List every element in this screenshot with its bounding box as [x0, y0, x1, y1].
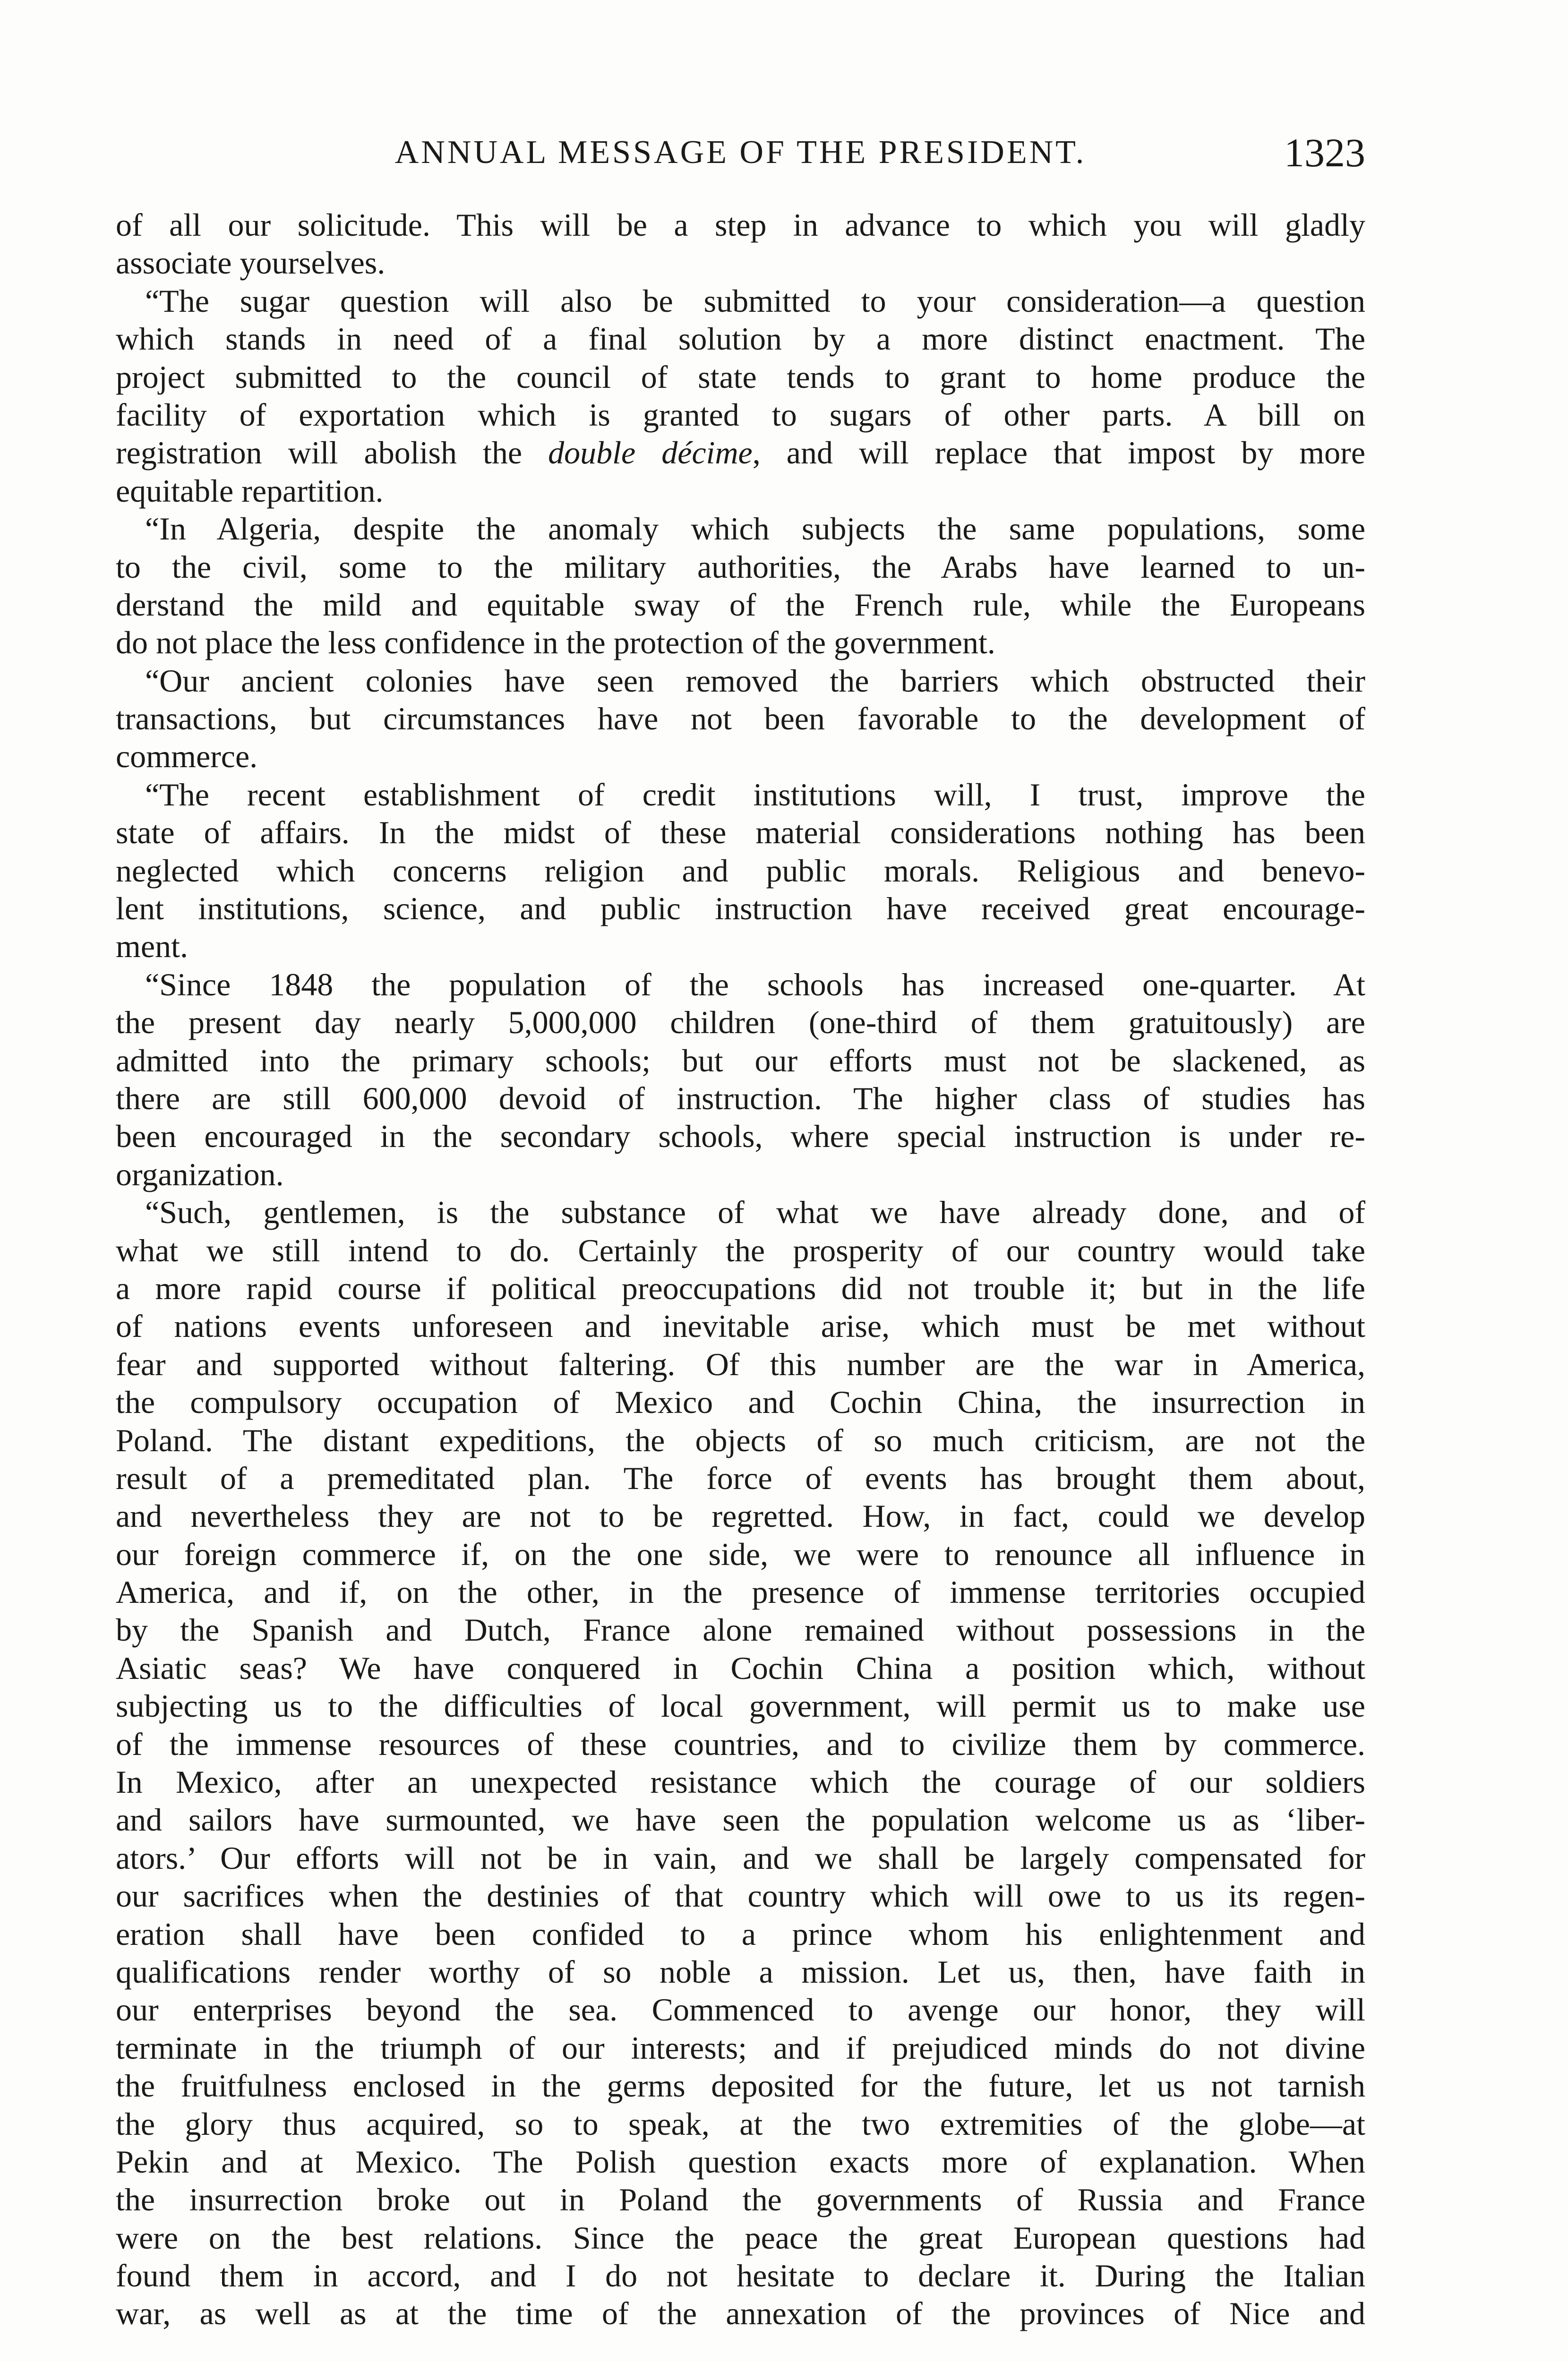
- text-line: project submitted to the council of state tends to grant to home produce the: [116, 359, 1365, 395]
- text-line: to the civil, some to the military authorities, the Arabs have learned to un-: [116, 548, 1365, 585]
- text-line: fear and supported without faltering. Of this number are the war in America,: [116, 1346, 1365, 1382]
- text-line: been encouraged in the secondary schools, where special instruction is under re-: [116, 1118, 1365, 1155]
- text-line: Asiatic seas? We have conquered in Cochin China a position which, without: [116, 1650, 1365, 1686]
- page-number: 1323: [1284, 130, 1365, 175]
- text-line: transactions, but circumstances have not been favorable to the development of: [116, 701, 1365, 737]
- text-line: equitable repartition.: [116, 472, 384, 509]
- text-line: found them in accord, and I do not hesitate to declare it. During the Italian: [116, 2258, 1365, 2294]
- text-line: ators.’ Our efforts will not be in vain, and we shall be largely compensated for: [116, 1840, 1365, 1876]
- text-line: our sacrifices when the destinies of that country which will owe to us its regen-: [116, 1878, 1365, 1914]
- text-line: America, and if, on the other, in the presence of immense territories occupied: [116, 1574, 1365, 1610]
- text-line: do not place the less confidence in the protection of the government.: [116, 625, 995, 661]
- text-line: facility of exportation which is granted to sugars of other parts. A bill on: [116, 396, 1365, 433]
- text-line: associate yourselves.: [116, 245, 386, 281]
- text-line: of all our solicitude. This will be a step in advance to which you will gladly: [116, 207, 1365, 243]
- text-line: terminate in the triumph of our interests; and if prejudiced minds do not divine: [116, 2029, 1365, 2066]
- text-line: commerce.: [116, 738, 258, 775]
- running-header: [116, 127, 1365, 179]
- text-line: of the immense resources of these countries, and to civilize them by commerce.: [116, 1726, 1365, 1762]
- text-line: qualifications render worthy of so noble a mission. Let us, then, have faith in: [116, 1953, 1365, 1990]
- text-line: “Since 1848 the population of the schools has increased one-quarter. At: [145, 966, 1365, 1002]
- text-line: Pekin and at Mexico. The Polish question exacts more of explanation. When: [116, 2143, 1365, 2180]
- text-line: our foreign commerce if, on the one side, we were to renounce all influence in: [116, 1536, 1365, 1572]
- text-line: “In Algeria, despite the anomaly which subjects the same populations, some: [145, 511, 1365, 547]
- text-line: the glory thus acquired, so to speak, at the two extremities of the globe—at: [116, 2105, 1365, 2142]
- text-line: “Such, gentlemen, is the substance of what we have already done, and of: [145, 1194, 1365, 1231]
- text-line: In Mexico, after an unexpected resistance which the courage of our soldiers: [116, 1764, 1365, 1800]
- text-line: and nevertheless they are not to be regretted. How, in fact, could we develop: [116, 1498, 1365, 1534]
- text-line: neglected which concerns religion and public morals. Religious and benevo-: [116, 852, 1365, 889]
- body-text: [116, 206, 1365, 2333]
- text-line: eration shall have been confided to a prince whom his enlightenment and: [116, 1916, 1365, 1952]
- text-line: admitted into the primary schools; but our efforts must not be slackened, as: [116, 1042, 1365, 1078]
- text-line: lent institutions, science, and public instruction have received great encourage-: [116, 890, 1365, 927]
- text-line: “The sugar question will also be submitted to your consideration—a question: [145, 282, 1365, 319]
- text-line: derstand the mild and equitable sway of the French rule, while the Europeans: [116, 586, 1365, 623]
- text-line: subjecting us to the difficulties of local government, will permit us to make use: [116, 1688, 1365, 1724]
- text-line: the insurrection broke out in Poland the governments of Russia and France: [116, 2182, 1365, 2218]
- text-line: the fruitfulness enclosed in the germs deposited for the future, let us not tarnish: [116, 2068, 1365, 2104]
- text-line: which stands in need of a final solution by a more distinct enactment. The: [116, 321, 1365, 357]
- text-line: registration will abolish the double décime, and will replace that impost by more: [116, 435, 1365, 471]
- text-line: and sailors have surmounted, we have seen the population welcome us as ‘liber-: [116, 1802, 1365, 1838]
- text-line: there are still 600,000 devoid of instruction. The higher class of studies has: [116, 1080, 1365, 1116]
- text-line: “The recent establishment of credit institutions will, I trust, improve the: [145, 776, 1365, 813]
- text-line: our enterprises beyond the sea. Commenced to avenge our honor, they will: [116, 1992, 1365, 2028]
- text-line: war, as well as at the time of the annexation of the provinces of Nice and: [116, 2295, 1365, 2332]
- text-line: were on the best relations. Since the peace the great European questions had: [116, 2219, 1365, 2256]
- running-title: ANNUAL MESSAGE OF THE PRESIDENT.: [394, 134, 1087, 171]
- text-line: a more rapid course if political preoccupations did not trouble it; but in the life: [116, 1270, 1365, 1306]
- text-line: what we still intend to do. Certainly the prosperity of our country would take: [116, 1232, 1365, 1268]
- text-line: by the Spanish and Dutch, France alone remained without possessions in the: [116, 1612, 1365, 1648]
- text-line: of nations events unforeseen and inevitable arise, which must be met without: [116, 1308, 1365, 1344]
- text-line: organization.: [116, 1156, 284, 1192]
- text-line: state of affairs. In the midst of these material considerations nothing has been: [116, 814, 1365, 851]
- text-line: result of a premeditated plan. The force of events has brought them about,: [116, 1460, 1365, 1496]
- text-line: “Our ancient colonies have seen removed the barriers which obstructed their: [145, 662, 1365, 699]
- text-line: the compulsory occupation of Mexico and Cochin China, the insurrection in: [116, 1384, 1365, 1421]
- text-line: Poland. The distant expeditions, the objects of so much criticism, are not the: [116, 1422, 1365, 1458]
- text-line: ment.: [116, 928, 188, 965]
- text-line: the present day nearly 5,000,000 children (one-third of them gratuitously) are: [116, 1004, 1365, 1041]
